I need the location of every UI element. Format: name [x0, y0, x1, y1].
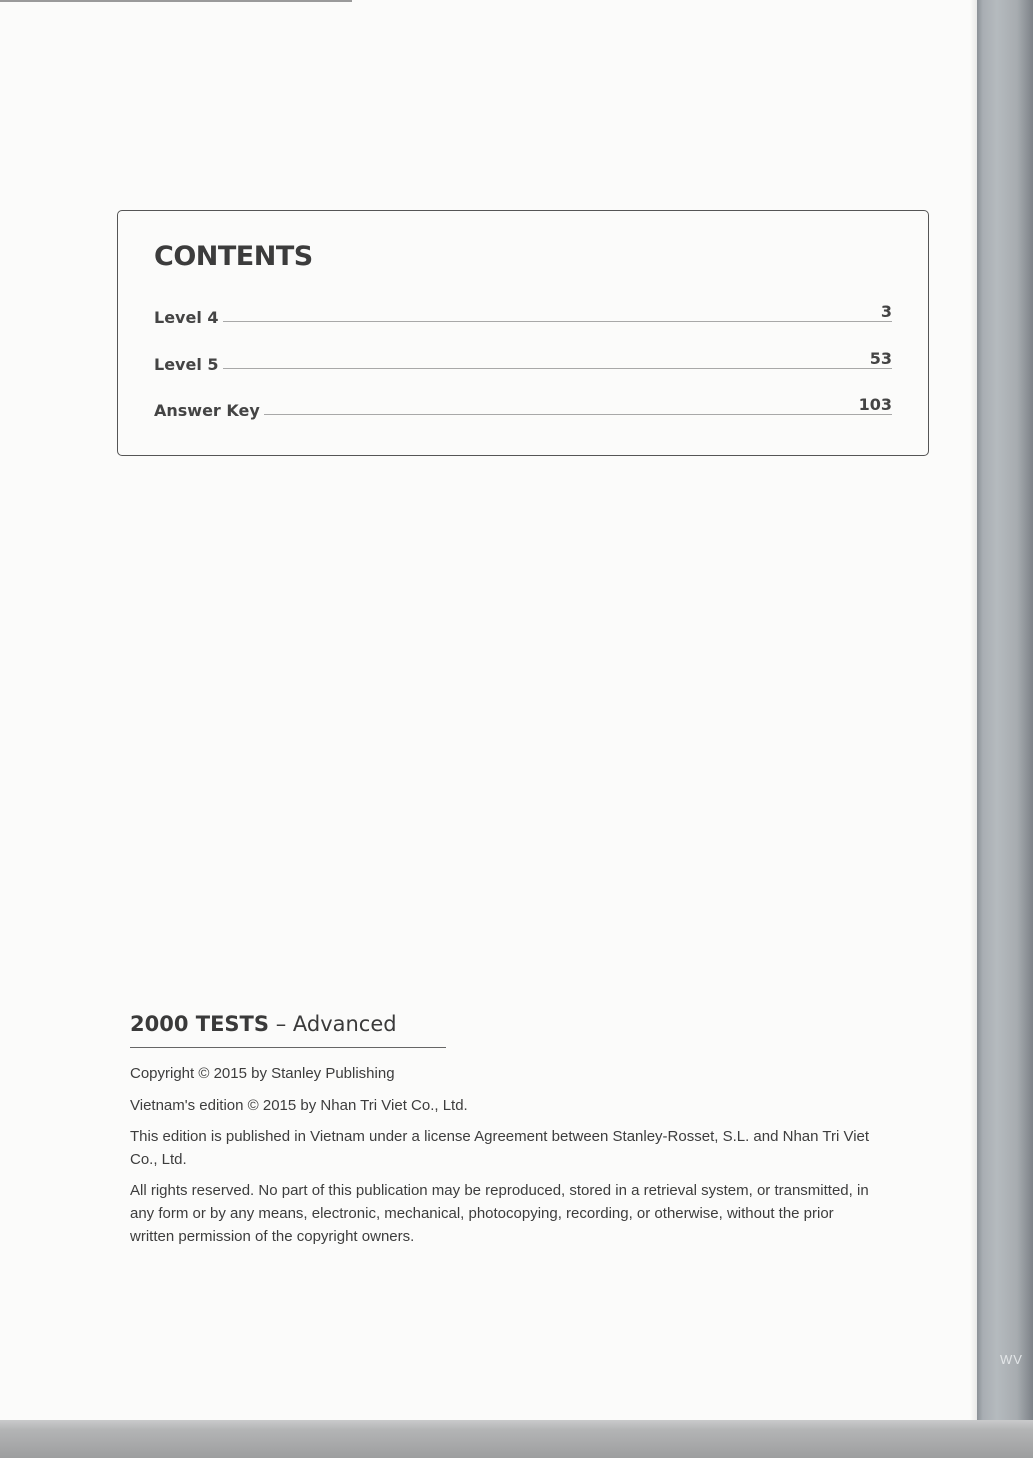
- book-title-separator: –: [269, 1012, 293, 1036]
- toc-item-page: 103: [855, 395, 892, 414]
- book-title: [130, 1012, 397, 1036]
- toc-leader: [154, 414, 892, 415]
- toc-item-page: 3: [877, 302, 892, 321]
- toc-item-answer-key[interactable]: [154, 395, 892, 420]
- scan-edge-line: [0, 0, 352, 2]
- contents-title: CONTENTS: [154, 241, 313, 272]
- copyright-line: Copyright © 2015 by Stanley Publishing: [130, 1065, 395, 1082]
- page-binding-edge: [977, 0, 1033, 1458]
- book-title-subtitle: Advanced: [292, 1012, 397, 1036]
- book-title-main: 2000 TESTS: [130, 1012, 270, 1036]
- toc-leader: [154, 321, 892, 322]
- toc-item-level-5[interactable]: [154, 349, 892, 374]
- toc-item-label: Level 4: [154, 308, 223, 327]
- contents-box: [117, 210, 929, 456]
- title-underline: [130, 1047, 446, 1048]
- toc-item-label: Level 5: [154, 355, 223, 374]
- toc-item-label: Answer Key: [154, 401, 264, 420]
- license-paragraph: This edition is published in Vietnam under a license Agreement between Stanley-Rosset, S.L. and Nhan Tri Viet Co., Ltd.: [130, 1128, 870, 1168]
- toc-item-level-4[interactable]: [154, 302, 892, 327]
- scan-bottom-edge: [0, 1420, 1033, 1458]
- edition-line: Vietnam's edition © 2015 by Nhan Tri Viet Co., Ltd.: [130, 1097, 468, 1114]
- edge-watermark-text: WV: [1000, 1352, 1023, 1367]
- rights-paragraph: All rights reserved. No part of this publication may be reproduced, stored in a retrieval system, or transmitted, in any form or by any means, electronic, mechanical, photocopying, recording, or otherwise, without the prior written permission of the copyright owners.: [130, 1182, 869, 1245]
- toc-leader: [154, 368, 892, 369]
- toc-item-page: 53: [866, 349, 892, 368]
